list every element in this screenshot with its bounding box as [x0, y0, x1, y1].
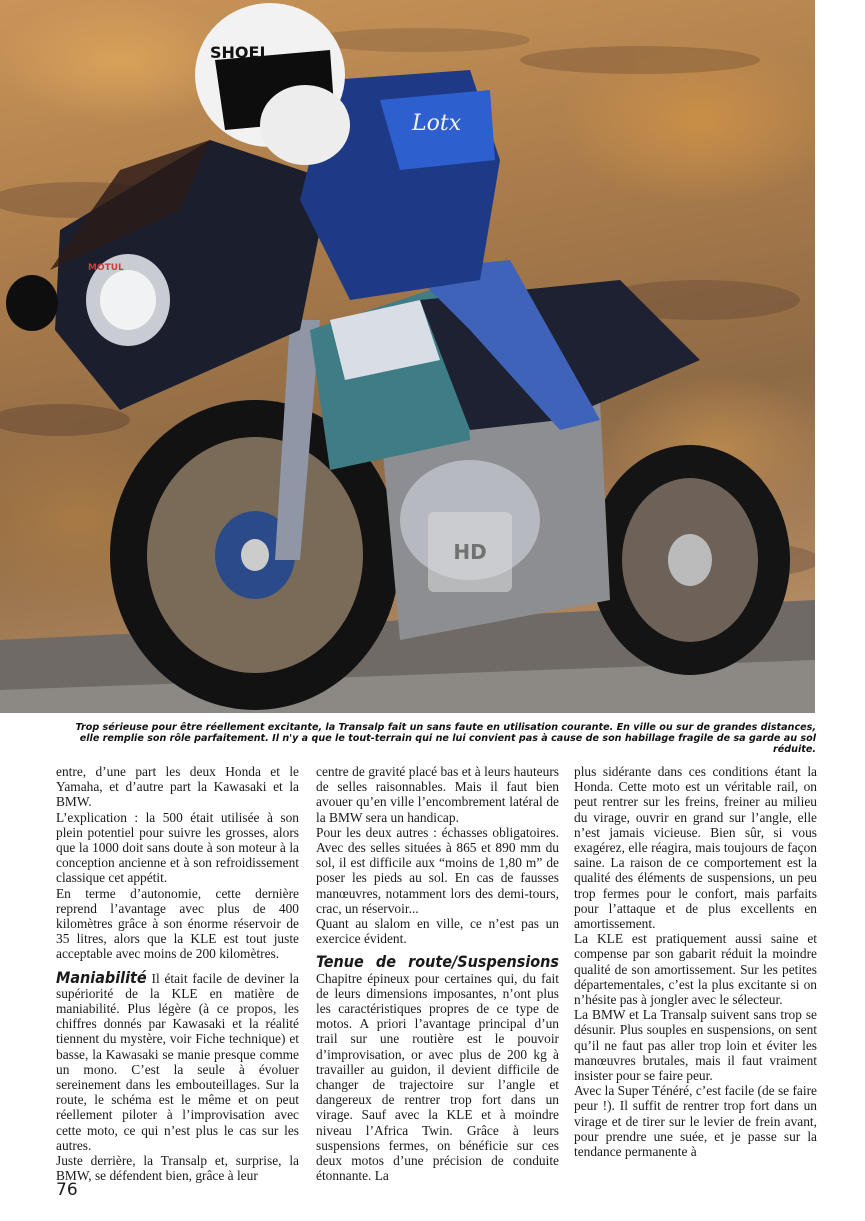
helmet-brand-text: SHOEI	[210, 43, 266, 62]
text-column-2	[316, 764, 559, 1183]
jacket-logo-text: Lotx	[412, 111, 462, 136]
paragraph: En terme d’autonomie, cette dernière reprend l’avantage avec plus de 400 kilomètres grâce à son énorme réservoir de 35 litres, alors que la KLE est tout juste acceptable avec moins de 200 kilomètres.	[56, 885, 299, 962]
paragraph: La BMW et La Transalp suivent sans trop se désunir. Plus souples en suspensions, on sent qu’il ne faut pas aller trop loin et éviter les manœuvres brutales, mais il faut vraiment insister pour se faire peur.	[574, 1007, 817, 1084]
watermark-logo: HD	[428, 512, 512, 592]
paragraph: centre de gravité placé bas et à leurs hauteurs de selles raisonnables. Mais il faut bien avouer qu’en ville l’encombrement latéral de la BMW sera un handicap.	[316, 764, 559, 825]
section-heading: Maniabilité	[56, 967, 147, 987]
paragraph: La KLE est pratiquement aussi saine et compense par son gabarit réduit la moindre qualité de son amortissement. Sur les petites départementales, c’est la plus excitante si on n’hésite pas à jongler avec le sélecteur.	[574, 931, 817, 1008]
section-tenue-de-route	[316, 954, 559, 1183]
text-column-1	[56, 764, 299, 1183]
section-maniabilite	[56, 967, 299, 1153]
section-text: Chapitre épineux pour certaines qui, du fait de leurs dimensions imposantes, n’ont plus les caractéristiques propres de ce type de motos. A priori l’avantage principal d’un trail sur une routière est le pouvoir d’improvisation, or avec plus de 200 kg à travailler au guidon, il devient difficile de changer de trajectoire sur l’angle et dangereux de rentrer trop fort dans un virage. Sauf avec la KLE et à moindre niveau l’Africa Twin. Grâce à leurs suspensions fermes, on bénéficie sur ces deux motos d’une précision de conduite étonnante. La	[316, 970, 559, 1184]
text-column-3	[574, 764, 817, 1159]
section-heading: Tenue de route/Suspensions	[316, 952, 559, 972]
photo-caption: Trop sérieuse pour être réellement excitante, la Transalp fait un sans faute en utilisation courante. En ville ou sur de grandes distances, elle remplie son rôle parfaitement. Il n'y a que le tout-terrain qui ne lui convient pas à cause de son habillage fragile de sa garde au sol réduite.	[75, 722, 816, 755]
page-number: 76	[56, 1180, 78, 1200]
section-text: Il était facile de deviner la supériorité de la KLE en matière de maniabilité. Plus légère (à ce propos, les chiffres donnés par Kawasaki et la réalité tiennent du mystère, voir Fiche technique) et basse, la Kawasaki se manie presque comme un mono. C’est la seule à évoluer sereinement dans les embouteillages. Sur la route, le schéma est le même et on peut réellement piloter à l’improvisation avec cette moto, ce qui n’est plus le cas sur les autres.	[56, 970, 299, 1153]
paragraph: Juste derrière, la Transalp et, surprise, la BMW, se défendent bien, grâce à leur	[56, 1153, 299, 1184]
paragraph: L’explication : la 500 était utilisée à son plein potentiel pour suivre les grosses, alors que la 1000 doit sans doute à son moteur à la conception ancienne et à son refroidissement classique cet appétit.	[56, 809, 299, 886]
paragraph: Pour les deux autres : échasses obligatoires. Avec des selles situées à 865 et 890 mm du sol, il est difficile aux “moins de 1,80 m” de poser les pieds au sol. En cas de fausses manœuvres, notamment lors des demi-tours, crac, un réservoir...	[316, 824, 559, 916]
paragraph: Quant au slalom en ville, ce n’est pas un exercice évident.	[316, 916, 559, 947]
paragraph: Avec la Super Ténéré, c’est facile (de se faire peur !). Il suffit de rentrer trop fort dans un virage et de tirer sur le levier de frein avant, pour prendre une suée, et je passe sur la tendance permanente à	[574, 1083, 817, 1160]
paragraph: plus sidérante dans ces conditions étant la Honda. Cette moto est un véritable rail, on peut rentrer sur les freins, freiner au milieu du virage, ouvrir en grand sur l’angle, elle n’est jamais vicieuse. Bien sûr, si vous exagérez, elle réagira, mais toujours de façon saine. La raison de ce comportement est la qualité des éléments de suspensions, un peu trop fermes pour le confort, mais parfaits pour l’attaque et de plus excellents en amortissement.	[574, 764, 817, 932]
fairing-brand-text: MOTUL	[88, 263, 124, 273]
paragraph: entre, d’une part les deux Honda et le Yamaha, et d’autre part la Kawasaki et la BMW.	[56, 764, 299, 810]
